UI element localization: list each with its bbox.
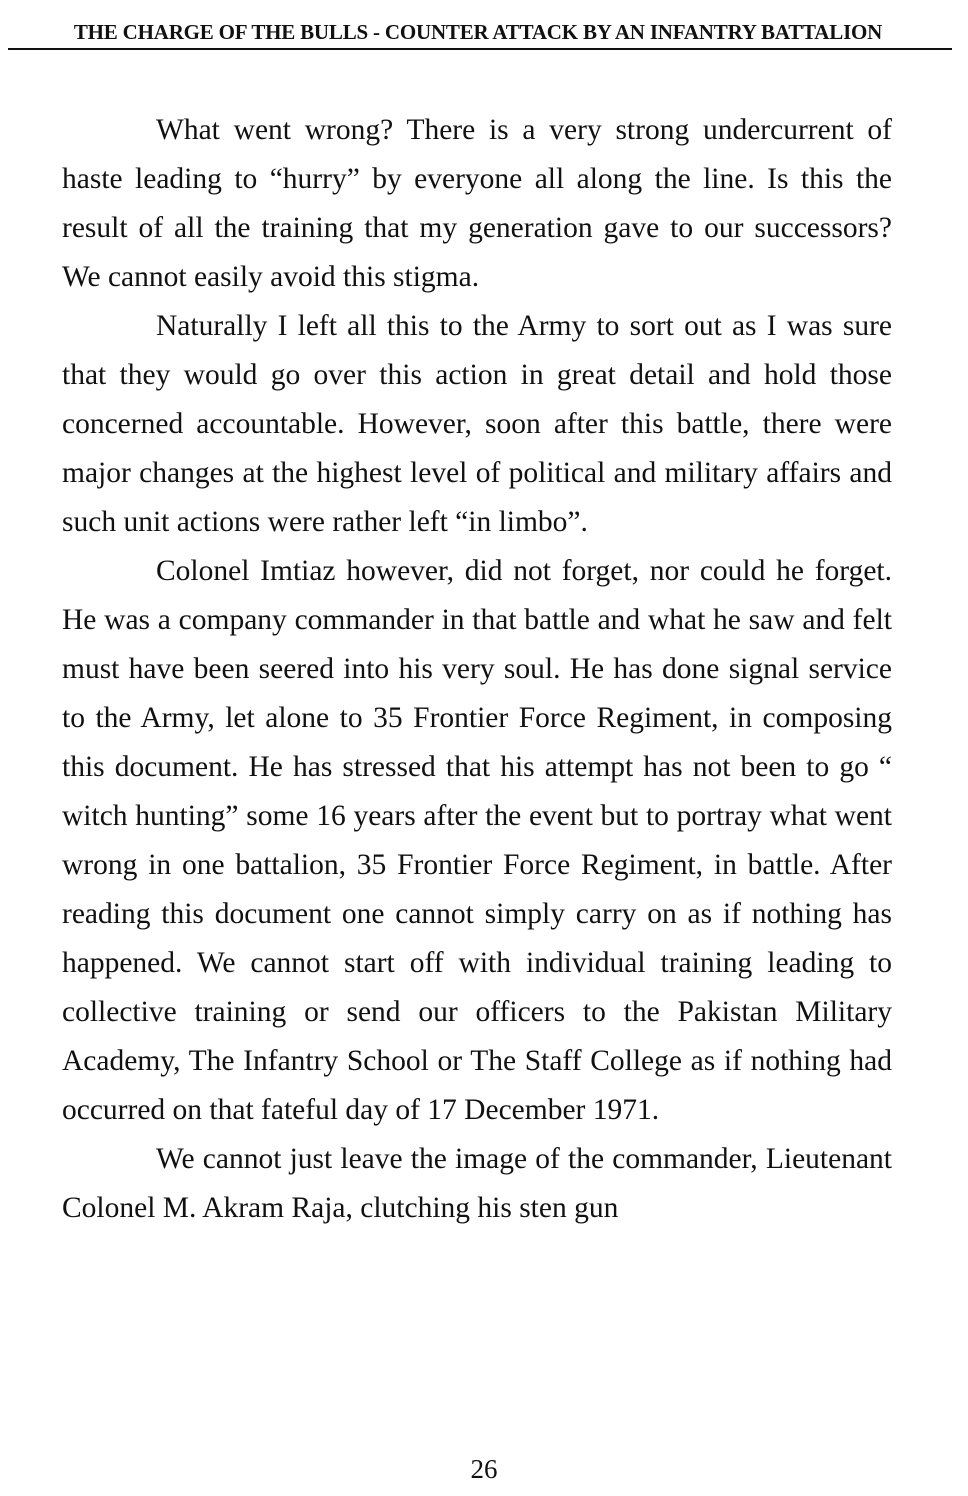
paragraph-2: Naturally I left all this to the Army to sort out as I was sure that they would go over this action in great detail and hold those concerned accountable. However, soon after this battle, there were major changes at the highest level of political and military affairs and such unit actions were rather left “in limbo”. [62, 310, 892, 538]
page-number: 26 [470, 1454, 498, 1484]
paragraph-4: We cannot just leave the image of the commander, Lieutenant Colonel M. Akram Raja, clutching his sten gun [62, 1143, 892, 1224]
running-header: THE CHARGE OF THE BULLS - COUNTER ATTACK BY AN INFANTRY BATTALION [73, 20, 883, 44]
paragraph-1: What went wrong? There is a very strong undercurrent of haste leading to “hurry” by everyone all along the line. Is this the result of all the training that my generation gave to our successors? We cannot easily avoid this stigma. [62, 114, 892, 293]
header-rule [8, 48, 952, 50]
page-body [62, 106, 892, 1233]
paragraph-3: Colonel Imtiaz however, did not forget, nor could he forget. He was a company commander in that battle and what he saw and felt must have been seered into his very soul. He has done signal service to the Army, let alone to 35 Frontier Force Regiment, in composing this document. He has stressed that his attempt has not been to go “ witch hunting” some 16 years after the event but to portray what went wrong in one battalion, 35 Frontier Force Regiment, in battle. After reading this document one cannot simply carry on as if nothing has happened. We cannot start off with individual training leading to collective training or send our officers to the Pakistan Military Academy, The Infantry School or The Staff College as if nothing had occurred on that fateful day of 17 December 1971. [62, 555, 892, 1126]
